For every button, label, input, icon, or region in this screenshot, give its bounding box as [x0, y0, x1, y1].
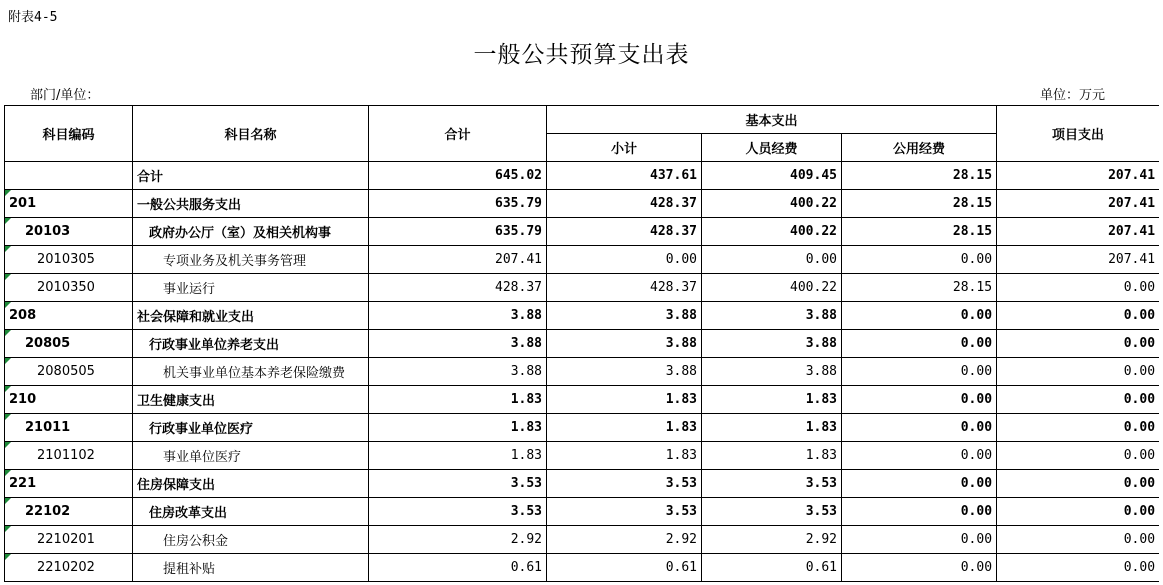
cell-project[interactable]: 0.00 — [997, 470, 1160, 498]
cell-public[interactable]: 0.00 — [842, 470, 997, 498]
cell-project[interactable]: 0.00 — [997, 302, 1160, 330]
cell-name[interactable]: 专项业务及机关事务管理 — [133, 246, 369, 274]
cell-code[interactable]: 2210202 — [5, 554, 133, 582]
table-row — [5, 526, 1160, 554]
cell-subtotal[interactable]: 1.83 — [547, 386, 702, 414]
cell-name[interactable]: 政府办公厅（室）及相关机构事 — [133, 218, 369, 246]
cell-personnel[interactable]: 3.53 — [702, 470, 842, 498]
header-project[interactable]: 项目支出 — [997, 106, 1160, 162]
cell-name[interactable]: 提租补贴 — [133, 554, 369, 582]
cell-public[interactable]: 0.00 — [842, 330, 997, 358]
cell-total[interactable]: 2.92 — [369, 526, 547, 554]
cell-project[interactable]: 0.00 — [997, 274, 1160, 302]
cell-name[interactable]: 行政事业单位医疗 — [133, 414, 369, 442]
cell-project[interactable]: 0.00 — [997, 526, 1160, 554]
page-title: 一般公共预算支出表 — [473, 42, 690, 68]
table-row — [5, 470, 1160, 498]
cell-name[interactable]: 机关事业单位基本养老保险缴费 — [133, 358, 369, 386]
cell-code[interactable]: 201 — [5, 190, 133, 218]
cell-name[interactable]: 社会保障和就业支出 — [133, 302, 369, 330]
cell-personnel[interactable]: 3.88 — [702, 358, 842, 386]
cell-public[interactable]: 0.00 — [842, 554, 997, 582]
cell-total[interactable]: 635.79 — [369, 190, 547, 218]
header-name[interactable]: 科目名称 — [133, 106, 369, 162]
cell-project[interactable]: 0.00 — [997, 358, 1160, 386]
cell-project[interactable]: 207.41 — [997, 218, 1160, 246]
cell-total[interactable]: 3.88 — [369, 302, 547, 330]
table-row — [5, 358, 1160, 386]
cell-total[interactable]: 3.88 — [369, 330, 547, 358]
cell-public[interactable]: 0.00 — [842, 302, 997, 330]
header-code[interactable]: 科目编码 — [5, 106, 133, 162]
table-row — [5, 330, 1160, 358]
cell-name[interactable]: 住房保障支出 — [133, 470, 369, 498]
cell-project[interactable]: 207.41 — [997, 162, 1160, 190]
cell-total[interactable]: 1.83 — [369, 414, 547, 442]
cell-public[interactable]: 0.00 — [842, 246, 997, 274]
table-row — [5, 498, 1160, 526]
cell-code[interactable]: 2010350 — [5, 274, 133, 302]
cell-total[interactable]: 207.41 — [369, 246, 547, 274]
cell-project[interactable]: 0.00 — [997, 414, 1160, 442]
cell-name[interactable]: 住房改革支出 — [133, 498, 369, 526]
cell-public[interactable]: 0.00 — [842, 414, 997, 442]
cell-subtotal[interactable]: 0.61 — [547, 554, 702, 582]
table-row — [5, 246, 1160, 274]
cell-code[interactable]: 2210201 — [5, 526, 133, 554]
cell-personnel[interactable]: 0.61 — [702, 554, 842, 582]
cell-subtotal[interactable]: 3.53 — [547, 470, 702, 498]
cell-personnel[interactable]: 3.88 — [702, 330, 842, 358]
cell-total[interactable]: 428.37 — [369, 274, 547, 302]
cell-subtotal[interactable]: 1.83 — [547, 442, 702, 470]
table-row — [5, 190, 1160, 218]
department-label: 部门/单位： — [30, 88, 100, 103]
cell-total[interactable]: 3.53 — [369, 498, 547, 526]
cell-name[interactable]: 卫生健康支出 — [133, 386, 369, 414]
cell-public[interactable]: 28.15 — [842, 274, 997, 302]
cell-code[interactable]: 221 — [5, 470, 133, 498]
cell-subtotal[interactable]: 3.88 — [547, 302, 702, 330]
cell-subtotal[interactable]: 437.61 — [547, 162, 702, 190]
table-row — [5, 554, 1160, 582]
header-subtotal[interactable]: 小计 — [547, 134, 702, 162]
cell-code[interactable]: 22102 — [5, 498, 133, 526]
cell-public[interactable]: 0.00 — [842, 526, 997, 554]
cell-project[interactable]: 0.00 — [997, 330, 1160, 358]
cell-total[interactable]: 3.53 — [369, 470, 547, 498]
cell-project[interactable]: 207.41 — [997, 246, 1160, 274]
cell-subtotal[interactable]: 2.92 — [547, 526, 702, 554]
cell-code[interactable]: 2010305 — [5, 246, 133, 274]
cell-project[interactable]: 0.00 — [997, 498, 1160, 526]
cell-code[interactable]: 20805 — [5, 330, 133, 358]
cell-personnel[interactable]: 1.83 — [702, 386, 842, 414]
cell-subtotal[interactable]: 428.37 — [547, 274, 702, 302]
cell-total[interactable]: 0.61 — [369, 554, 547, 582]
cell-personnel[interactable]: 3.53 — [702, 498, 842, 526]
table-row — [5, 162, 1160, 190]
cell-personnel[interactable]: 1.83 — [702, 442, 842, 470]
cell-code[interactable]: 21011 — [5, 414, 133, 442]
table-row — [5, 274, 1160, 302]
cell-project[interactable]: 0.00 — [997, 386, 1160, 414]
cell-subtotal[interactable]: 3.53 — [547, 498, 702, 526]
cell-total[interactable]: 1.83 — [369, 442, 547, 470]
budget-table — [4, 105, 1160, 582]
cell-code[interactable]: 210 — [5, 386, 133, 414]
unit-label: 单位：万元 — [1040, 88, 1106, 103]
header-public[interactable]: 公用经费 — [842, 134, 997, 162]
table-row — [5, 386, 1160, 414]
cell-name[interactable]: 事业单位医疗 — [133, 442, 369, 470]
right-edge-mask — [1159, 105, 1163, 585]
cell-total[interactable]: 3.88 — [369, 358, 547, 386]
cell-total[interactable]: 645.02 — [369, 162, 547, 190]
table-row — [5, 414, 1160, 442]
cell-personnel[interactable]: 400.22 — [702, 218, 842, 246]
cell-subtotal[interactable]: 428.37 — [547, 218, 702, 246]
cell-subtotal[interactable]: 3.88 — [547, 330, 702, 358]
table-row — [5, 218, 1160, 246]
cell-public[interactable]: 0.00 — [842, 442, 997, 470]
cell-personnel[interactable]: 1.83 — [702, 414, 842, 442]
cell-name[interactable]: 住房公积金 — [133, 526, 369, 554]
cell-personnel[interactable]: 409.45 — [702, 162, 842, 190]
cell-code[interactable] — [5, 162, 133, 190]
cell-name[interactable]: 事业运行 — [133, 274, 369, 302]
cell-public[interactable]: 0.00 — [842, 358, 997, 386]
cell-public[interactable]: 28.15 — [842, 162, 997, 190]
cell-total[interactable]: 635.79 — [369, 218, 547, 246]
header-basic[interactable]: 基本支出 — [547, 106, 997, 134]
cell-name[interactable]: 一般公共服务支出 — [133, 190, 369, 218]
cell-total[interactable]: 1.83 — [369, 386, 547, 414]
table-row — [5, 302, 1160, 330]
table-row — [5, 442, 1160, 470]
attachment-caption: 附表4-5 — [8, 10, 58, 25]
cell-subtotal[interactable]: 1.83 — [547, 414, 702, 442]
cell-name[interactable]: 行政事业单位养老支出 — [133, 330, 369, 358]
cell-project[interactable]: 0.00 — [997, 554, 1160, 582]
cell-public[interactable]: 28.15 — [842, 190, 997, 218]
cell-public[interactable]: 0.00 — [842, 386, 997, 414]
cell-subtotal[interactable]: 428.37 — [547, 190, 702, 218]
header-personnel[interactable]: 人员经费 — [702, 134, 842, 162]
header-total[interactable]: 合计 — [369, 106, 547, 162]
cell-public[interactable]: 0.00 — [842, 498, 997, 526]
cell-project[interactable]: 207.41 — [997, 190, 1160, 218]
cell-public[interactable]: 28.15 — [842, 218, 997, 246]
cell-personnel[interactable]: 400.22 — [702, 274, 842, 302]
cell-project[interactable]: 0.00 — [997, 442, 1160, 470]
cell-code[interactable]: 2101102 — [5, 442, 133, 470]
cell-subtotal[interactable]: 0.00 — [547, 246, 702, 274]
cell-personnel[interactable]: 2.92 — [702, 526, 842, 554]
cell-code[interactable]: 2080505 — [5, 358, 133, 386]
cell-name[interactable]: 合计 — [133, 162, 369, 190]
cell-personnel[interactable]: 3.88 — [702, 302, 842, 330]
cell-personnel[interactable]: 0.00 — [702, 246, 842, 274]
cell-code[interactable]: 20103 — [5, 218, 133, 246]
cell-personnel[interactable]: 400.22 — [702, 190, 842, 218]
cell-subtotal[interactable]: 3.88 — [547, 358, 702, 386]
cell-code[interactable]: 208 — [5, 302, 133, 330]
